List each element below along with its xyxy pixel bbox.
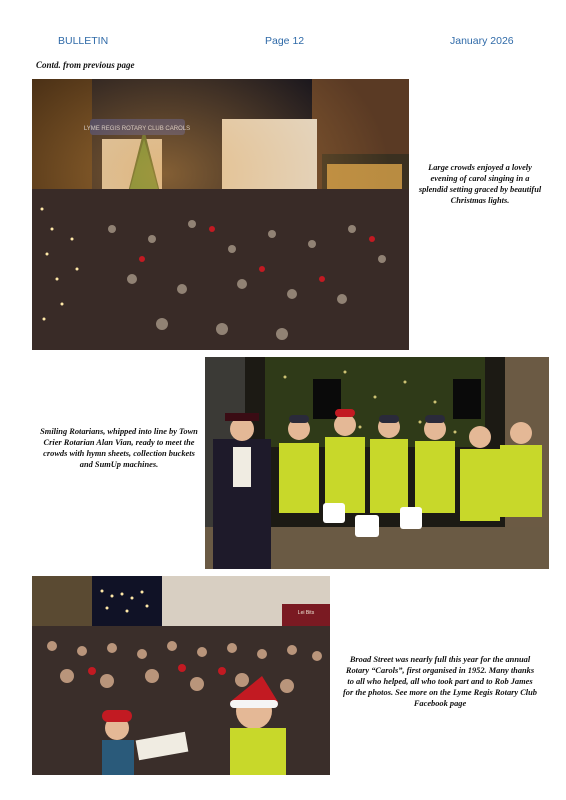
broad-street-image — [32, 576, 330, 775]
caption-broad-street: Broad Street was nearly full this year for the annual Rotary “Carols”, first organised in 1952. Many thanks to all who helped, all who took part and to Rob James for the photos. See more on the Lyme Regis Rotary Club Facebook page — [343, 655, 537, 708]
photo-broad-street — [32, 576, 330, 775]
continued-note: Contd. from previous page — [36, 60, 135, 70]
photo-rotarians — [205, 357, 549, 569]
rotarians-image — [205, 357, 549, 569]
caption-rotarians: Smiling Rotarians, whipped into line by Town Crier Rotarian Alan Vian, ready to meet the crowds with hymn sheets, collection buckets and SumUp machines. — [40, 427, 198, 469]
photo-carol-crowd — [32, 79, 409, 350]
header-date: January 2026 — [450, 35, 514, 47]
header-page-number: Page 12 — [265, 35, 305, 47]
header-bulletin: BULLETIN — [58, 35, 109, 47]
caption-carol-crowd: Large crowds enjoyed a lovely evening of carol singing in a splendid setting graced by beautiful Christmas lights. — [418, 163, 542, 205]
carol-crowd-image — [32, 79, 409, 350]
shop-sign-text: Lei Bits — [297, 610, 315, 616]
